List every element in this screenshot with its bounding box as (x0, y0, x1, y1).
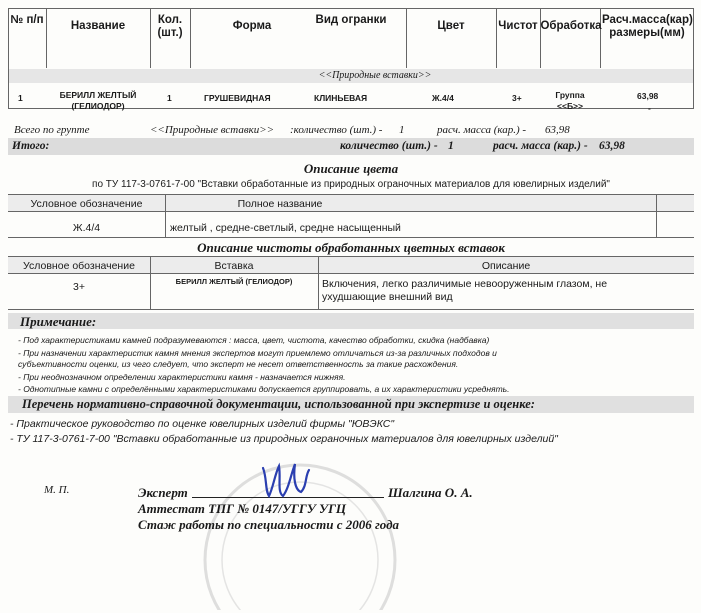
clarity-desc-col-desc: Описание (481, 260, 531, 272)
cell-shape: ГРУШЕВИДНАЯ (204, 93, 271, 103)
color-desc-col-full: Полное название (237, 198, 323, 210)
header-shape: Форма (232, 20, 272, 32)
total-qty: 1 (448, 140, 454, 152)
cell-mass: 63,98 (637, 91, 659, 101)
note-line: - Под характеристиками камней подразумеваются : масса, цвет, чистота, качество обработки, скидка (надбавка) (18, 335, 490, 345)
total-qty-label: количество (шт.) - (340, 140, 438, 152)
col-divider (406, 8, 407, 68)
note-line: - Однотипные камни с определёнными характеристиками допускается группировать, а их характеристики усреднять. (18, 384, 510, 394)
row-border (8, 273, 694, 274)
docs-title: Перечень нормативно-справочной документации, использованной при экспертизе и оценке: (22, 397, 535, 411)
header-color: Цвет (437, 20, 465, 32)
total-mass: 63,98 (599, 140, 625, 152)
col-divider (656, 195, 657, 237)
color-desc-code: Ж.4/4 (72, 222, 101, 234)
row-border (8, 237, 694, 238)
table-top-border (8, 8, 693, 9)
color-desc-title: Описание цвета (303, 161, 399, 176)
clarity-desc-insert: БЕРИЛЛ ЖЕЛТЫЙ (ГЕЛИОДОР) (175, 277, 293, 286)
group-total-label: Всего по групте (14, 124, 90, 136)
note-line: - При назначении характеристик камня мнения экспертов могут приемлемо отличаться из-за различных подходов и (18, 348, 497, 358)
clarity-desc-col-code: Условное обозначение (23, 260, 135, 272)
clarity-desc-code: 3+ (73, 281, 85, 293)
mp-label: М. П. (44, 484, 70, 496)
cell-num: 1 (18, 93, 23, 103)
row-border (8, 211, 694, 212)
clarity-desc-title: Описание чистоты обработанных цветных вставок (197, 240, 505, 255)
note-line: субъективности оценки, из чего следует, что эксперт не несет ответственность за такие расхождения. (18, 359, 459, 369)
group-total-group: <<Природные вставки>> (150, 124, 275, 136)
col-divider (190, 8, 191, 68)
header-clarity: Чистот (498, 20, 538, 32)
total-mass-label: расч. масса (кар.) - (493, 140, 588, 152)
col-divider (46, 8, 47, 68)
docs-line: - ТУ 117-3-0761-7-00 "Вставки обработанные из природных ограночных материалов для ювелирных изделий" (10, 433, 558, 445)
notes-band (8, 313, 694, 329)
cell-clarity: 3+ (512, 93, 522, 103)
docs-line: - Практическое руководство по оценке ювелирных изделий фирмы "ЮВЭКС" (10, 418, 395, 430)
attest-line: Аттестат ТПГ № 0147/УГГУ УГЦ (138, 501, 347, 516)
expert-label: Эксперт (138, 485, 188, 500)
clarity-desc-text: Включения, легко различимые невооруженным глазом, не ухудшающие внешний вид (322, 278, 608, 303)
header-mass: Расч.масса(кар) размеры(мм) (602, 14, 693, 39)
color-desc-subtitle: по ТУ 117-3-0761-7-00 "Вставки обработанные из природных ограночных материалов для ювелирных изделий" (92, 179, 610, 190)
group-total-mass-label: расч. масса (кар.) - (437, 124, 527, 136)
clarity-desc-col-insert: Вставка (214, 260, 254, 272)
signature-mark (245, 448, 325, 508)
col-divider (496, 8, 497, 68)
cell-cut: КЛИНЬЕВАЯ (314, 93, 368, 103)
row-border (8, 309, 694, 310)
header-cut: Вид огранки (315, 14, 387, 26)
header-num: № п/п (10, 14, 44, 26)
header-qty: Кол. (шт.) (157, 14, 183, 39)
color-desc-col-code: Условное обозначение (30, 198, 143, 210)
group-total-qty-label: :количество (шт.) - (290, 124, 383, 136)
group-label: <<Природные вставки>> (318, 70, 432, 81)
table-right-border (693, 8, 694, 108)
group-total-mass: 63,98 (545, 124, 570, 136)
experience-line: Стаж работы по специальности с 2006 года (138, 517, 400, 532)
header-processing: Обработка (540, 20, 602, 32)
total-label: Итого: (12, 140, 50, 152)
cell-qty: 1 (167, 93, 172, 103)
cell-size: - (648, 103, 651, 113)
cell-name: БЕРИЛЛ ЖЕЛТЫЙ (ГЕЛИОДОР) (59, 90, 137, 111)
expert-name: Шалгина О. А. (388, 485, 473, 500)
table-left-border (8, 8, 9, 108)
col-divider (600, 8, 601, 68)
header-name: Название (70, 20, 126, 32)
col-divider (150, 8, 151, 68)
group-total-qty: 1 (399, 124, 405, 136)
color-desc-full: желтый , средне-светлый, средне насыщенный (170, 222, 401, 234)
col-divider (540, 8, 541, 68)
notes-title: Примечание: (20, 314, 97, 329)
cell-color: Ж.4/4 (432, 93, 454, 103)
cell-processing: Группа <<Б>> (555, 90, 585, 111)
note-line: - При неоднозначном определении характеристики камня - назначается нижняя. (18, 372, 346, 382)
